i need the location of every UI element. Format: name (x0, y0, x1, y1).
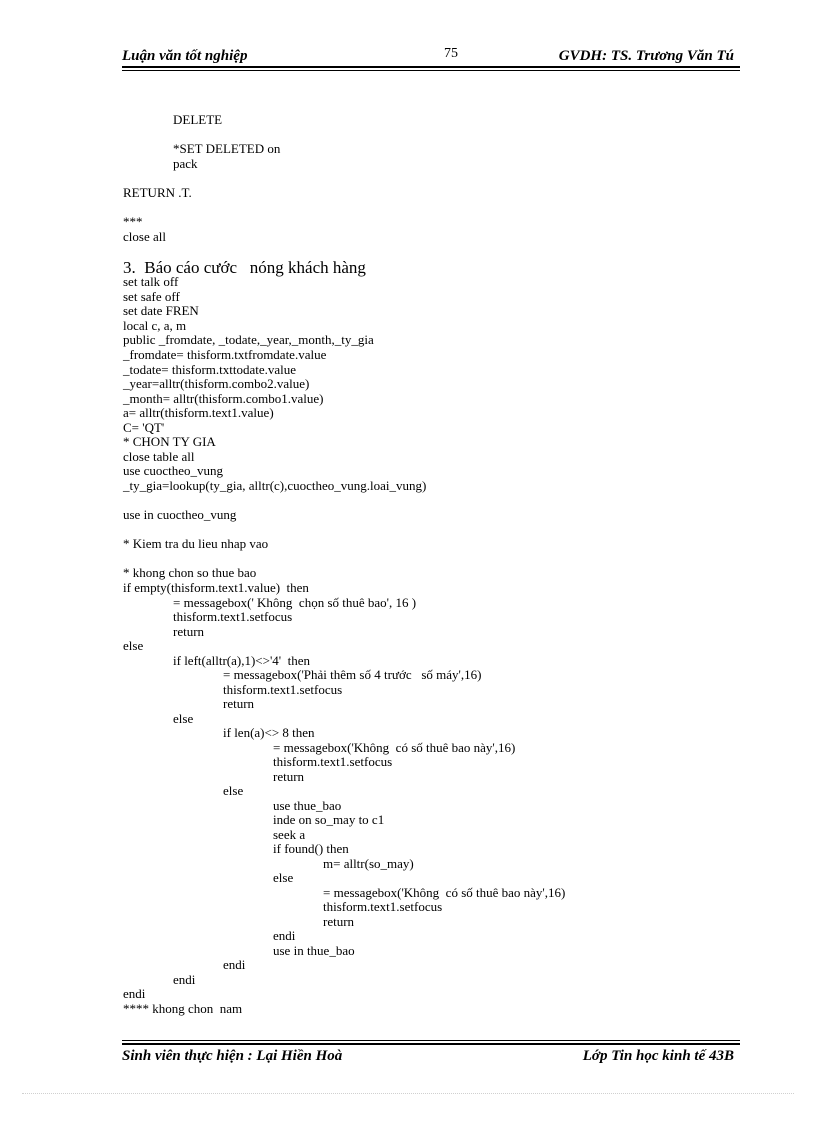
code-line: = messagebox('Không có số thuê bao này',16) (273, 740, 516, 755)
code-line: else (223, 783, 244, 798)
code-line: else (173, 711, 194, 726)
code-line: close table all (123, 449, 195, 464)
section-heading: 3. Báo cáo cước nóng khách hàng (123, 258, 366, 277)
code-line: thisform.text1.setfocus (223, 682, 343, 697)
code-line: a= alltr(thisform.text1.value) (123, 405, 274, 420)
code-line: RETURN .T. (123, 185, 192, 200)
page-number: 75 (444, 46, 458, 61)
footer-student: Sinh viên thực hiện : Lại Hiền Hoà (122, 1048, 343, 1064)
code-line: endi (173, 972, 196, 987)
code-line: _ty_gia=lookup(ty_gia, alltr(c),cuoctheo_vung.loai_vung) (123, 478, 427, 493)
code-line: = messagebox('Phải thêm số 4 trước số máy',16) (223, 667, 482, 682)
code-line: _todate= thisform.txttodate.value (123, 362, 297, 377)
code-line: * khong chon so thue bao (123, 565, 257, 580)
code-line: * Kiem tra du lieu nhap vao (123, 536, 269, 551)
code-line: = messagebox('Không có số thuê bao này',16) (323, 885, 566, 900)
code-line: seek a (273, 827, 306, 842)
code-line: _fromdate= thisform.txtfromdate.value (123, 347, 327, 362)
code-line: local c, a, m (123, 318, 187, 333)
code-line: set safe off (123, 289, 180, 304)
code-line: C= 'QT' (123, 420, 165, 435)
code-line: if left(alltr(a),1)<>'4' then (173, 653, 311, 668)
code-line: if found() then (273, 841, 349, 856)
header-rule-thin (122, 70, 740, 71)
code-line: return (273, 769, 305, 784)
footer-rule-thick (122, 1043, 740, 1045)
header-advisor: GVDH: TS. Trương Văn Tú (558, 48, 734, 64)
code-line: use in thue_bao (273, 943, 355, 958)
code-line: return (173, 624, 205, 639)
page-footer (122, 1048, 740, 1068)
code-line: pack (173, 156, 198, 171)
code-line: * CHON TY GIA (123, 434, 216, 449)
code-line: = messagebox(' Không chọn số thuê bao', 16 ) (173, 595, 417, 610)
code-line: use in cuoctheo_vung (123, 507, 237, 522)
code-line: thisform.text1.setfocus (273, 754, 393, 769)
code-line: public _fromdate, _todate,_year,_month,_ty_gia (123, 332, 374, 347)
code-line: else (123, 638, 144, 653)
code-line: close all (123, 229, 166, 244)
code-line: _year=alltr(thisform.combo2.value) (123, 376, 310, 391)
footer-rule-thin (122, 1040, 740, 1041)
code-line: set date FREN (123, 303, 199, 318)
code-line: thisform.text1.setfocus (173, 609, 293, 624)
code-line: return (223, 696, 255, 711)
header-thesis-title: Luận văn tốt nghiệp (122, 48, 248, 64)
code-line: use thue_bao (273, 798, 342, 813)
footer-class: Lớp Tin học kinh tế 43B (582, 1048, 734, 1064)
header-rule-thick (122, 66, 740, 68)
code-line: *SET DELETED on (173, 141, 281, 156)
code-line: **** khong chon nam (123, 1001, 243, 1016)
code-line: thisform.text1.setfocus (323, 899, 443, 914)
code-line: if empty(thisform.text1.value) then (123, 580, 309, 595)
code-line: *** (123, 214, 143, 229)
code-line: m= alltr(so_may) (323, 856, 414, 871)
code-line: if len(a)<> 8 then (223, 725, 315, 740)
code-line: else (273, 870, 294, 885)
code-line: inde on so_may to c1 (273, 812, 385, 827)
code-line: endi (223, 957, 246, 972)
code-line: _month= alltr(thisform.combo1.value) (123, 391, 324, 406)
code-line: DELETE (173, 112, 223, 127)
code-line: return (323, 914, 355, 929)
code-line: endi (123, 986, 146, 1001)
code-line: endi (273, 928, 296, 943)
page-header (122, 48, 740, 68)
code-line: set talk off (123, 274, 179, 289)
page-bottom-dotted-line (22, 1093, 794, 1094)
code-line: use cuoctheo_vung (123, 463, 224, 478)
